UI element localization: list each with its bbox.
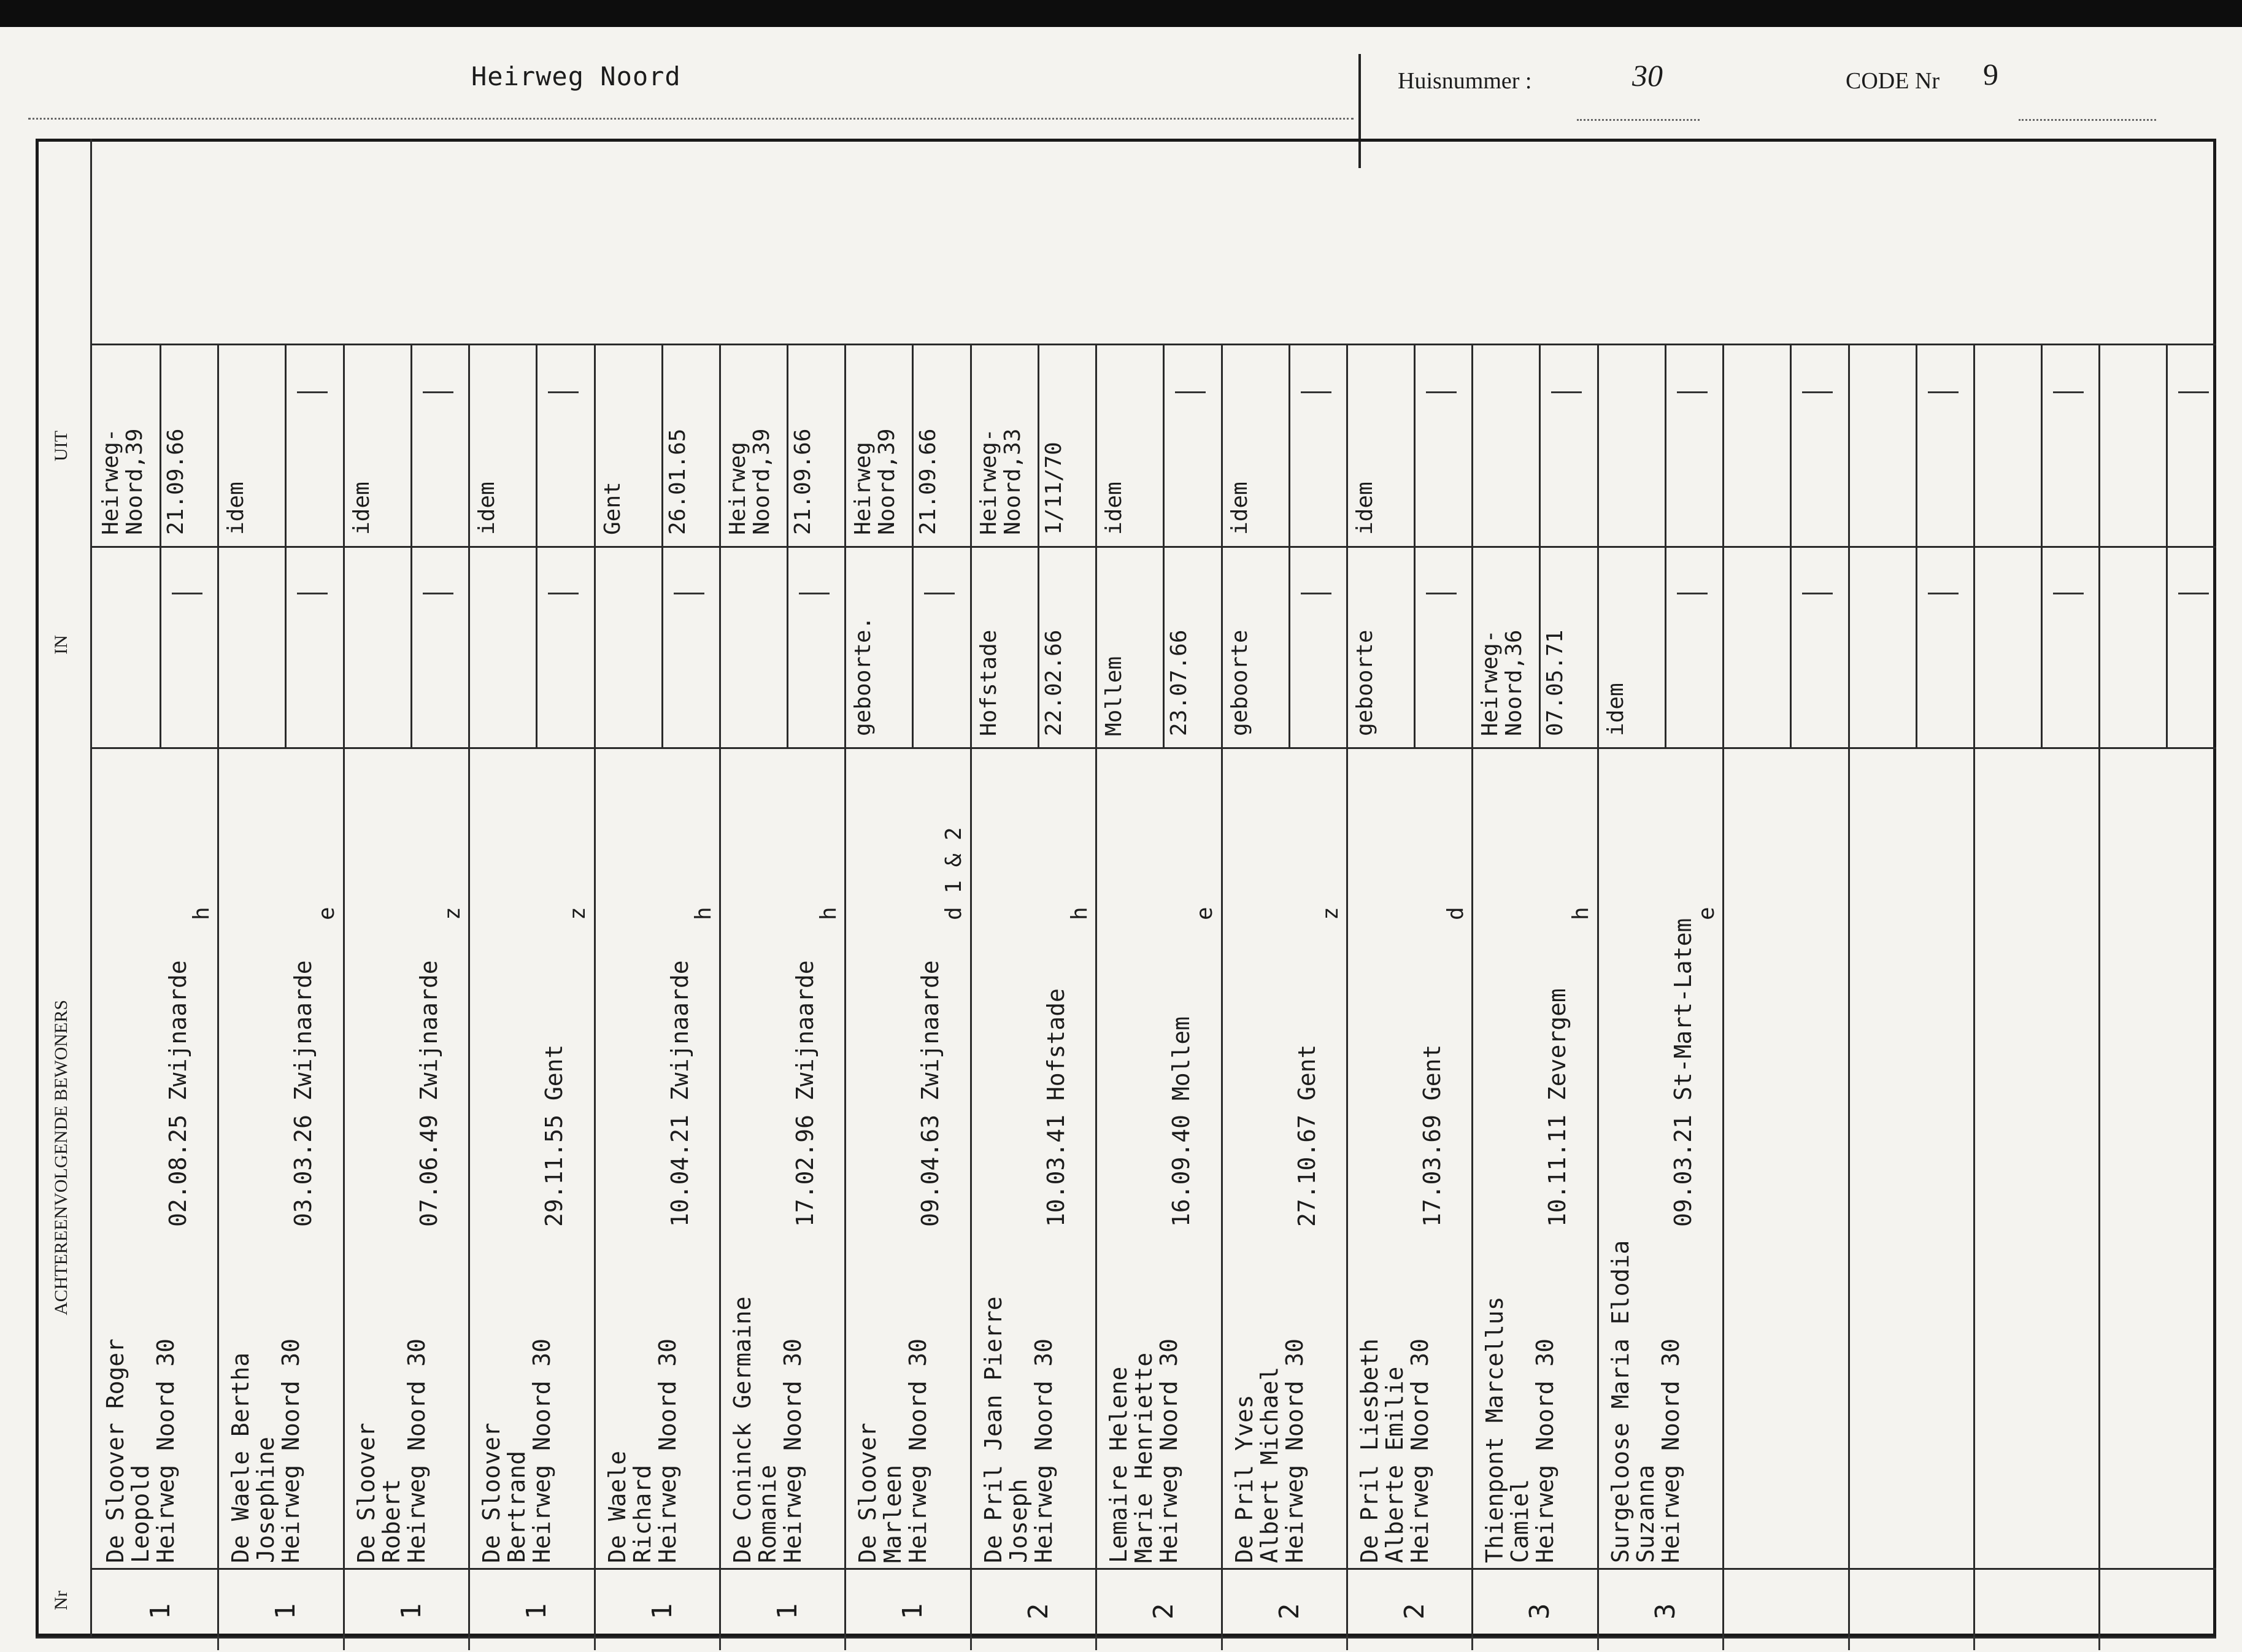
uit-empty-dash xyxy=(1802,391,1833,393)
resident-nr: 2 xyxy=(1399,1603,1430,1619)
column-tick xyxy=(217,1637,219,1650)
uit-place: idem xyxy=(1101,482,1127,535)
uit-empty-dash xyxy=(1175,391,1206,393)
sub-divider xyxy=(1289,344,1290,747)
resident-relation-mark: z xyxy=(440,907,465,920)
in-empty-dash xyxy=(297,593,328,594)
in-place: geboorte xyxy=(1352,629,1377,736)
resident-relation-mark: e xyxy=(1192,907,1217,920)
uit-place: Heirweg- Noord,33 xyxy=(976,428,1025,535)
in-date: 23.07.66 xyxy=(1166,629,1192,736)
in-empty-dash xyxy=(1426,593,1457,594)
uit-date: 21.09.66 xyxy=(915,428,941,535)
resident-name: De Sloover Bertrand Heirweg Noord 30 xyxy=(478,1338,556,1563)
column-divider xyxy=(1597,344,1599,1637)
band-label-nr: Nr xyxy=(51,1591,71,1610)
column-divider xyxy=(1095,344,1097,1637)
column-tick xyxy=(468,1637,470,1650)
column-tick xyxy=(1848,1637,1850,1650)
resident-relation-mark: z xyxy=(1318,907,1343,920)
resident-relation-mark: e xyxy=(314,907,339,920)
house-number-value: 30 xyxy=(1632,58,1663,93)
column-tick xyxy=(1722,1637,1724,1650)
resident-name: De Sloover Marleen Heirweg Noord 30 xyxy=(854,1338,932,1563)
column-divider xyxy=(844,344,846,1637)
column-tick xyxy=(1346,1637,1348,1650)
label-column-divider xyxy=(90,139,92,1637)
column-divider xyxy=(468,344,470,1637)
in-empty-dash xyxy=(674,593,704,594)
resident-nr: 1 xyxy=(145,1603,176,1619)
resident-relation-mark: h xyxy=(189,907,214,920)
resident-name: De Pril Yves Albert Michael Heirweg Noord 30 xyxy=(1231,1338,1309,1563)
in-empty-dash xyxy=(548,593,579,594)
column-divider xyxy=(1346,344,1348,1637)
bottom-rule xyxy=(36,1637,2216,1639)
band-line-in-bewoners xyxy=(92,747,2216,749)
sub-divider xyxy=(1163,344,1165,747)
in-empty-dash xyxy=(2053,593,2084,594)
resident-nr: 2 xyxy=(1023,1603,1054,1619)
uit-empty-dash xyxy=(1551,391,1582,393)
resident-nr: 1 xyxy=(521,1603,552,1619)
in-place: Heirweg- Noord,36 xyxy=(1477,629,1527,736)
resident-nr: 3 xyxy=(1650,1603,1681,1619)
resident-birth: 10.04.21 Zwijnaarde xyxy=(666,960,693,1227)
column-divider xyxy=(719,344,721,1637)
uit-empty-dash xyxy=(548,391,579,393)
column-tick xyxy=(719,1637,721,1650)
column-divider xyxy=(970,344,972,1637)
in-empty-dash xyxy=(1928,593,1959,594)
sub-divider xyxy=(1916,344,1917,747)
uit-date: 21.09.66 xyxy=(163,428,188,535)
column-divider xyxy=(217,344,219,1637)
sub-divider xyxy=(285,344,287,747)
street-dotted-line xyxy=(28,118,1354,120)
resident-nr: 1 xyxy=(396,1603,427,1619)
column-divider xyxy=(1722,344,1724,1637)
uit-date: 21.09.66 xyxy=(790,428,815,535)
in-place: idem xyxy=(1603,683,1628,736)
resident-nr: 2 xyxy=(1274,1603,1305,1619)
resident-birth: 07.06.49 Zwijnaarde xyxy=(415,960,442,1227)
resident-name: Thienpont Marcellus Camiel Heirweg Noord 30 xyxy=(1481,1296,1559,1563)
resident-relation-mark: z xyxy=(565,907,590,920)
resident-nr: 1 xyxy=(270,1603,301,1619)
resident-birth: 10.03.41 Hofstade xyxy=(1042,988,1069,1227)
resident-birth: 02.08.25 Zwijnaarde xyxy=(164,960,191,1227)
in-place: Hofstade xyxy=(976,629,1001,736)
house-number-label: Huisnummer : xyxy=(1398,68,1532,94)
resident-relation-mark: d xyxy=(1443,907,1468,920)
uit-place: Heirweg Noord,39 xyxy=(850,428,899,535)
resident-birth: 16.09.40 Mollem xyxy=(1168,1016,1195,1227)
house-number-dotted-line xyxy=(1577,119,1700,121)
in-empty-dash xyxy=(423,593,453,594)
resident-name: De Waele Richard Heirweg Noord 30 xyxy=(604,1338,682,1563)
resident-nr: 1 xyxy=(897,1603,928,1619)
resident-nr: 1 xyxy=(772,1603,803,1619)
in-date: 22.02.66 xyxy=(1041,629,1066,736)
street-name: Heirweg Noord xyxy=(471,61,681,91)
column-tick xyxy=(1973,1637,1975,1650)
sub-divider xyxy=(1414,344,1416,747)
code-dotted-line xyxy=(2019,119,2156,121)
resident-relation-mark: d 1 & 2 xyxy=(941,827,966,920)
scan-top-edge xyxy=(0,0,2242,27)
column-divider xyxy=(594,344,596,1637)
resident-birth: 03.03.26 Zwijnaarde xyxy=(290,960,317,1227)
column-tick xyxy=(1597,1637,1599,1650)
resident-birth: 10.11.11 Zevergem xyxy=(1544,988,1571,1227)
uit-place: Gent xyxy=(600,482,625,535)
uit-empty-dash xyxy=(1301,391,1331,393)
sub-divider xyxy=(2166,344,2168,747)
uit-place: Heirweg- Noord,39 xyxy=(98,428,147,535)
uit-place: idem xyxy=(1352,482,1377,535)
in-empty-dash xyxy=(1677,593,1708,594)
uit-date: 1/11/70 xyxy=(1041,442,1066,535)
sub-divider xyxy=(661,344,663,747)
resident-birth: 29.11.55 Gent xyxy=(541,1044,568,1227)
resident-relation-mark: e xyxy=(1694,907,1719,920)
in-empty-dash xyxy=(2178,593,2209,594)
sub-divider xyxy=(1665,344,1666,747)
column-tick xyxy=(1221,1637,1223,1650)
resident-nr: 2 xyxy=(1148,1603,1179,1619)
resident-name: De Waele Bertha Josephine Heirweg Noord 30 xyxy=(227,1338,305,1563)
uit-empty-dash xyxy=(1426,391,1457,393)
band-label-uit: UIT xyxy=(51,431,71,461)
in-place: Mollem xyxy=(1101,656,1127,736)
resident-name: De Coninck Germaine Romanie Heirweg Noord 30 xyxy=(729,1296,807,1563)
in-place: geboorte xyxy=(1227,629,1252,736)
sub-divider xyxy=(410,344,412,747)
resident-name: Lemaire Helene Marie Henriette Heirweg Noord 30 xyxy=(1105,1338,1183,1563)
in-empty-dash xyxy=(799,593,830,594)
sub-divider xyxy=(787,344,788,747)
in-empty-dash xyxy=(172,593,202,594)
in-empty-dash xyxy=(1301,593,1331,594)
resident-relation-mark: h xyxy=(816,907,841,920)
uit-empty-dash xyxy=(1677,391,1708,393)
uit-place: idem xyxy=(474,482,499,535)
sub-divider xyxy=(1038,344,1039,747)
column-divider xyxy=(1471,344,1473,1637)
uit-place: Heirweg Noord,39 xyxy=(725,428,774,535)
uit-empty-dash xyxy=(2178,391,2209,393)
column-tick xyxy=(594,1637,596,1650)
column-divider xyxy=(1221,344,1223,1637)
uit-empty-dash xyxy=(2053,391,2084,393)
resident-name: De Sloover Roger Leopold Heirweg Noord 30 xyxy=(102,1338,180,1563)
resident-name: De Pril Jean Pierre Joseph Heirweg Noord 30 xyxy=(980,1296,1058,1563)
card-header xyxy=(0,27,2242,141)
column-divider xyxy=(343,344,345,1637)
resident-nr: 1 xyxy=(647,1603,678,1619)
resident-birth: 27.10.67 Gent xyxy=(1293,1044,1320,1227)
sub-divider xyxy=(160,344,161,747)
resident-name: De Sloover Robert Heirweg Noord 30 xyxy=(353,1338,431,1563)
band-label-in: IN xyxy=(51,635,71,655)
resident-birth: 09.03.21 St-Mart-Latem xyxy=(1670,918,1697,1227)
sub-divider xyxy=(1790,344,1792,747)
column-tick xyxy=(343,1637,345,1650)
uit-empty-dash xyxy=(423,391,453,393)
in-empty-dash xyxy=(924,593,955,594)
in-empty-dash xyxy=(1802,593,1833,594)
resident-nr: 3 xyxy=(1524,1603,1555,1619)
code-value: 9 xyxy=(1983,57,1998,91)
column-divider xyxy=(1973,344,1975,1637)
column-tick xyxy=(1095,1637,1097,1650)
resident-relation-mark: h xyxy=(1067,907,1092,920)
resident-name: Surgeloose Maria Elodia Suzanna Heirweg Noord 30 xyxy=(1607,1240,1685,1563)
sub-divider xyxy=(1539,344,1541,747)
column-tick xyxy=(844,1637,846,1650)
uit-place: idem xyxy=(349,482,374,535)
code-label: CODE Nr xyxy=(1846,68,1940,94)
resident-relation-mark: h xyxy=(691,907,716,920)
resident-birth: 17.03.69 Gent xyxy=(1419,1044,1446,1227)
column-tick xyxy=(2098,1637,2100,1650)
resident-name: De Pril Liesbeth Alberte Emilie Heirweg Noord 30 xyxy=(1356,1338,1434,1563)
column-divider xyxy=(1848,344,1850,1637)
in-date: 07.05.71 xyxy=(1543,629,1568,736)
uit-empty-dash xyxy=(1928,391,1959,393)
uit-place: idem xyxy=(1227,482,1252,535)
resident-relation-mark: h xyxy=(1568,907,1593,920)
in-place: geboorte. xyxy=(850,616,876,736)
sub-divider xyxy=(2041,344,2043,747)
column-tick xyxy=(970,1637,972,1650)
sub-divider xyxy=(536,344,537,747)
resident-birth: 17.02.96 Zwijnaarde xyxy=(792,960,819,1227)
resident-birth: 09.04.63 Zwijnaarde xyxy=(917,960,944,1227)
column-tick xyxy=(1471,1637,1473,1650)
uit-place: idem xyxy=(223,482,248,535)
band-label-bewoners: ACHTEREENVOLGENDE BEWONERS xyxy=(51,999,71,1316)
band-line-bewoners-nr xyxy=(92,1568,2216,1570)
uit-date: 26.01.65 xyxy=(665,428,690,535)
column-divider xyxy=(2098,344,2100,1637)
uit-empty-dash xyxy=(297,391,328,393)
sub-divider xyxy=(912,344,914,747)
